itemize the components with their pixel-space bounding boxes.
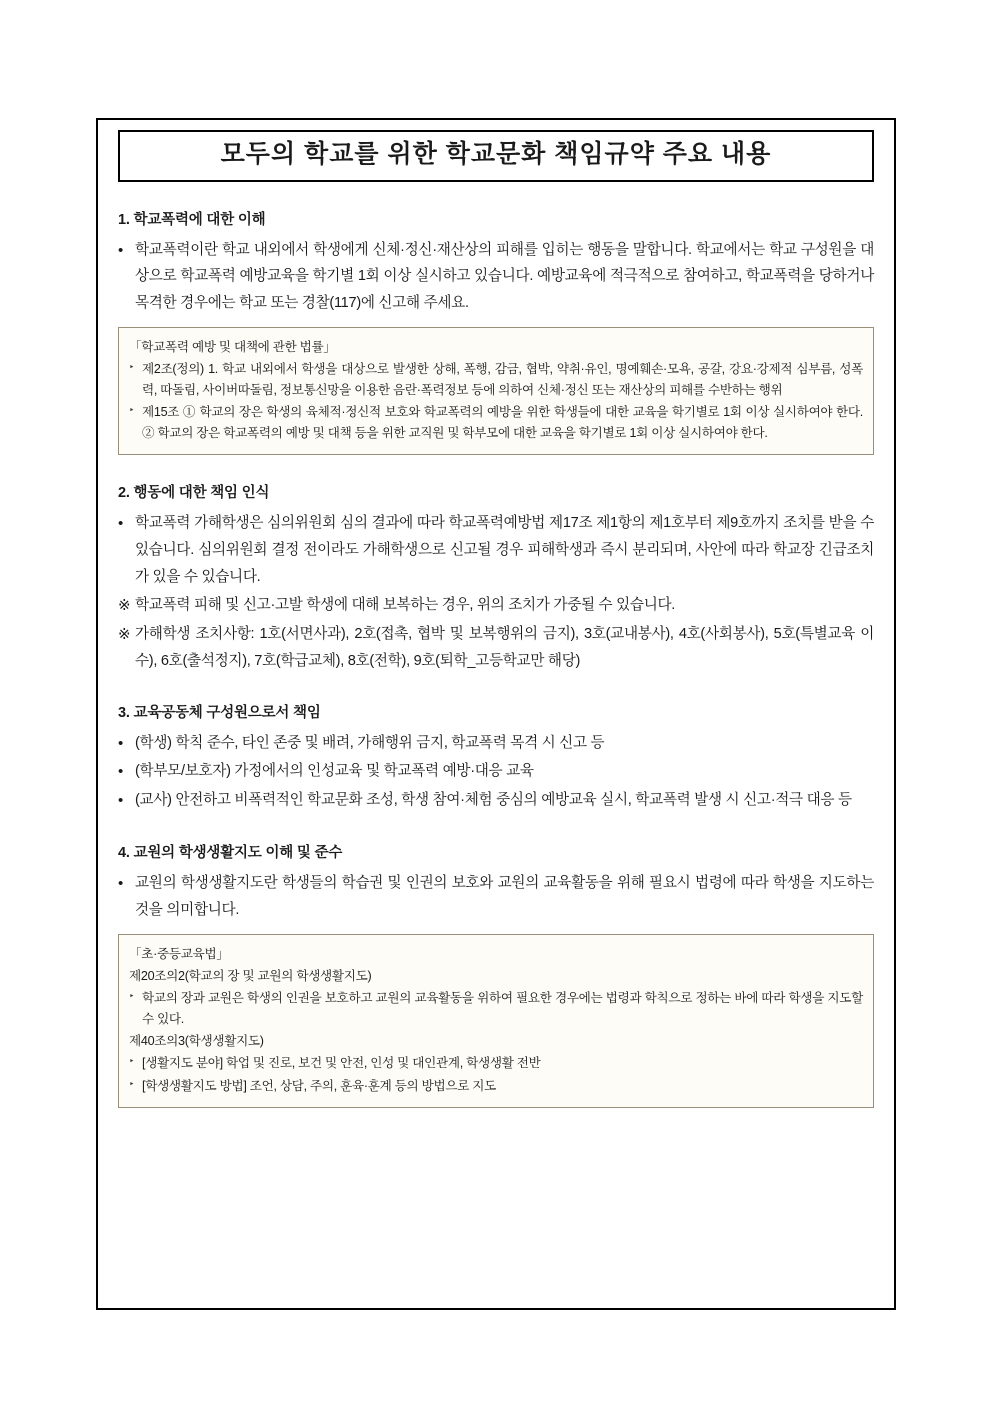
section-2-bullet-1 [118, 510, 874, 591]
law-item-text: [학생생활지도 방법] 조언, 상담, 주의, 훈육·훈계 등의 방법으로 지도 [142, 1078, 496, 1093]
section-3-bullet-2 [118, 758, 874, 786]
triangle-bullet-icon: ‣ [129, 405, 135, 416]
law-article-subtitle-2: 제40조의3(학생생활지도) [129, 1034, 264, 1049]
section-heading-2: 2. 행동에 대한 책임 인식 [118, 485, 270, 502]
section-heading-1: 1. 학교폭력에 대한 이해 [118, 211, 266, 228]
section-3-bullet-1 [118, 730, 874, 758]
section-3-bullet-3 [118, 787, 874, 815]
bullet-text: (학부모/보호자) 가정에서의 인성교육 및 학교폭력 예방·대응 교육 [135, 763, 534, 780]
bullet-text: 가해학생 조치사항: 1호(서면사과), 2호(접촉, 협박 및 보복행위의 금지), 3호(교내봉사), 4호(사회봉사), 5호(특별교육 이수), 6호(출석정지), 7호(학급교체), 8호(전학), 9호(퇴학_고등학교만 해당) [135, 625, 874, 669]
law-item-text: [생활지도 분야] 학업 및 진로, 보건 및 안전, 인성 및 대인관계, 학생생활 전반 [142, 1056, 541, 1071]
law-item [129, 359, 863, 400]
bullet-marker: • [118, 515, 123, 533]
law-item [129, 988, 863, 1029]
bullet-text: 학교폭력 가해학생은 심의위원회 심의 결과에 따라 학교폭력예방법 제17조 제1항의 제1호부터 제9호까지 조치를 받을 수 있습니다. 심의위원회 결정 전이라도 가해학생으로 신고될 경우 피해학생과 즉시 분리되며, 사안에 따라 학교장 긴급조치가 있을 수 있습니다. [135, 515, 874, 585]
law-item [129, 1076, 863, 1096]
law-item-text: 학교의 장과 교원은 학생의 인권을 보호하고 교원의 교육활동을 위하여 필요한 경우에는 법령과 학칙으로 정하는 바에 따라 학생을 지도할 수 있다. [142, 991, 863, 1026]
bullet-marker: • [118, 241, 123, 259]
law-box-title: 「학교폭력 예방 및 대책에 관한 법률」 [129, 340, 336, 355]
section-heading-4: 4. 교원의 학생생활지도 이해 및 준수 [118, 844, 343, 861]
bullet-text: (교사) 안전하고 비폭력적인 학교문화 조성, 학생 참여·체험 중심의 예방교육 실시, 학교폭력 발생 시 신고·적극 대응 등 [135, 792, 852, 809]
bullet-text: 학교폭력이란 학교 내외에서 학생에게 신체·정신·재산상의 피해를 입히는 행동을 말합니다. 학교에서는 학교 구성원을 대상으로 학교폭력 예방교육을 학기별 1회 이상 실시하고 있습니다. 예방교육에 적극적으로 참여하고, 학교폭력을 당하거나 목격한 경우에는 학교 또는 경찰(117)에 신고해 주세요. [135, 241, 874, 312]
law-item-text: 제15조 ① 학교의 장은 학생의 육체적·정신적 보호와 학교폭력의 예방을 위한 학생들에 대한 교육을 학기별로 1회 이상 실시하여야 한다. ② 학교의 장은 학교폭력의 예방 및 대책 등을 위한 교직원 및 학부모에 대한 교육을 학기별로 1회 이상 실시하여야 한다. [142, 405, 863, 440]
law-box-title: 「초·중등교육법」 [129, 946, 229, 961]
section-2-bullet-2 [118, 592, 874, 620]
bullet-text: (학생) 학칙 준수, 타인 존중 및 배려, 가해행위 금지, 학교폭력 목격 시 신고 등 [135, 734, 605, 751]
law-item [129, 1053, 863, 1073]
section-2-bullet-3 [118, 621, 874, 675]
bullet-marker: • [118, 763, 123, 781]
bullet-marker: • [118, 874, 123, 892]
note-marker: ※ [118, 596, 131, 614]
note-marker: ※ [118, 625, 131, 643]
triangle-bullet-icon: ‣ [129, 1078, 135, 1089]
law-item-text: 제2조(정의) 1. 학교 내외에서 학생을 대상으로 발생한 상해, 폭행, 감금, 협박, 약취·유인, 명예훼손·모욕, 공갈, 강요·강제적 심부름, 성폭력, 따돌림, 사이버따돌림, 정보통신망을 이용한 음란·폭력정보 등에 의하여 신체·정신 또는 재산상의 피해를 수반하는 행위 [142, 362, 863, 397]
triangle-bullet-icon: ‣ [129, 362, 135, 373]
law-article-subtitle-1: 제20조의2(학교의 장 및 교원의 학생생활지도) [129, 968, 372, 983]
bullet-marker: • [118, 792, 123, 810]
law-reference-box-2 [118, 934, 874, 1108]
triangle-bullet-icon: ‣ [129, 991, 135, 1002]
bullet-text: 교원의 학생생활지도란 학생들의 학습권 및 인권의 보호와 교원의 교육활동을 위해 필요시 법령에 따라 학생을 지도하는 것을 의미합니다. [135, 874, 874, 918]
law-item [129, 402, 863, 443]
section-1-bullet-1 [118, 237, 874, 318]
page-title: 모두의 학교를 위한 학교문화 책임규약 주요 내용 [220, 140, 772, 168]
document-title-box [118, 130, 874, 182]
section-heading-3: 3. 교육공동체 구성원으로서 책임 [118, 704, 321, 721]
bullet-marker: • [118, 734, 123, 752]
triangle-bullet-icon: ‣ [129, 1056, 135, 1067]
section-4-bullet-1 [118, 870, 874, 924]
bullet-text: 학교폭력 피해 및 신고·고발 학생에 대해 보복하는 경우, 위의 조치가 가중될 수 있습니다. [135, 596, 676, 613]
law-reference-box-1 [118, 327, 874, 455]
document-content [96, 130, 896, 1108]
